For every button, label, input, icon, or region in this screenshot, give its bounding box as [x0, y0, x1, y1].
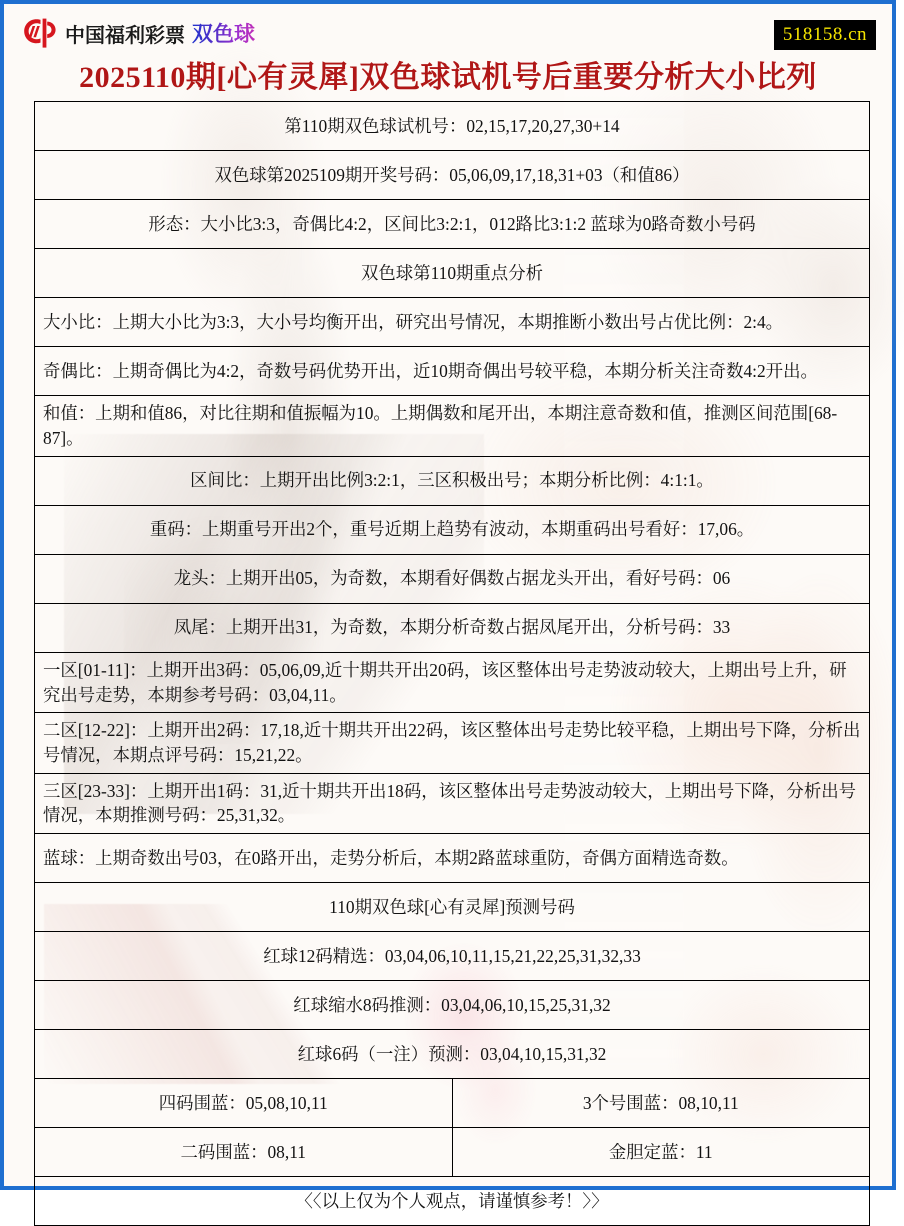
analysis-table-container [34, 101, 862, 1226]
brand-logo [22, 17, 255, 49]
table-row [35, 981, 870, 1030]
blue-gold: 金胆定蓝：11 [452, 1128, 870, 1177]
brand-name-ssq: 双色球 [192, 18, 255, 48]
brand-name-cn: 中国福利彩票 [65, 22, 185, 47]
table-row [35, 347, 870, 396]
blue-four: 四码围蓝：05,08,10,11 [35, 1079, 453, 1128]
red-12: 红球12码精选：03,04,06,10,11,15,21,22,25,31,32,33 [35, 932, 870, 981]
table-row [35, 652, 870, 712]
odd-even-ratio: 奇偶比：上期奇偶比为4:2，奇数号码优势开出，近10期奇偶出号较平稳，本期分析关注奇数4:2开出。 [35, 347, 870, 396]
repeat-number: 重码：上期重号开出2个，重号近期上趋势有波动，本期重码出号看好：17,06。 [35, 505, 870, 554]
test-number: 第110期双色球试机号：02,15,17,20,27,30+14 [35, 102, 870, 151]
table-row [35, 603, 870, 652]
zone-ratio: 区间比：上期开出比例3:2:1，三区积极出号；本期分析比例：4:1:1。 [35, 456, 870, 505]
zone-two: 二区[12-22]：上期开出2码：17,18,近十期共开出22码，该区整体出号走势比较平稳，上期出号下降，分析出号情况，本期点评号码：15,21,22。 [35, 713, 870, 773]
table-row [35, 1128, 870, 1177]
zone-one: 一区[01-11]：上期开出3码：05,06,09,近十期共开出20码，该区整体出号走势波动较大，上期出号上升，研究出号走势，本期参考号码：03,04,11。 [35, 652, 870, 712]
table-row [35, 1030, 870, 1079]
table-row [35, 456, 870, 505]
table-row [35, 298, 870, 347]
table-row [35, 932, 870, 981]
blue-two: 二码围蓝：08,11 [35, 1128, 453, 1177]
dragon-head: 龙头：上期开出05，为奇数，本期看好偶数占据龙头开出，看好号码：06 [35, 554, 870, 603]
table-row [35, 396, 870, 456]
last-draw-number: 双色球第2025109期开奖号码：05,06,09,17,18,31+03（和值86） [35, 151, 870, 200]
disclaimer: 〈〈以上仅为个人观点，请谨慎参考！〉〉 [35, 1177, 870, 1226]
page-title: 2025110期[心有灵犀]双色球试机号后重要分析大小比列 [79, 61, 817, 94]
table-row [35, 200, 870, 249]
blue-three: 3个号围蓝：08,10,11 [452, 1079, 870, 1128]
table-row [35, 773, 870, 833]
table-row [35, 713, 870, 773]
analysis-table [34, 101, 870, 1226]
table-row [35, 883, 870, 932]
table-row [35, 554, 870, 603]
table-row [35, 834, 870, 883]
size-ratio: 大小比：上期大小比为3:3，大小号均衡开出，研究出号情况，本期推断小数出号占优比例：2:4。 [35, 298, 870, 347]
table-row [35, 1177, 870, 1226]
red-6: 红球6码（一注）预测：03,04,10,15,31,32 [35, 1030, 870, 1079]
blue-ball: 蓝球：上期奇数出号03，在0路开出，走势分析后，本期2路蓝球重防，奇偶方面精选奇数。 [35, 834, 870, 883]
table-row [35, 249, 870, 298]
table-row [35, 151, 870, 200]
site-badge: 518158.cn [774, 20, 876, 50]
pattern-summary: 形态：大小比3:3，奇偶比4:2，区间比3:2:1，012路比3:1:2 蓝球为0路奇数小号码 [35, 200, 870, 249]
table-row [35, 505, 870, 554]
china-welfare-lottery-logo-icon [22, 17, 58, 49]
sum-value: 和值：上期和值86，对比往期和值振幅为10。上期偶数和尾开出，本期注意奇数和值，推测区间范围[68-87]。 [35, 396, 870, 456]
table-row [35, 102, 870, 151]
red-8: 红球缩水8码推测：03,04,06,10,15,25,31,32 [35, 981, 870, 1030]
phoenix-tail: 凤尾：上期开出31，为奇数，本期分析奇数占据凤尾开出，分析号码：33 [35, 603, 870, 652]
table-row [35, 1079, 870, 1128]
section-heading-prediction: 110期双色球[心有灵犀]预测号码 [35, 883, 870, 932]
analysis-table-body [35, 102, 870, 1226]
section-heading-analysis: 双色球第110期重点分析 [35, 249, 870, 298]
page-header [4, 4, 892, 62]
zone-three: 三区[23-33]：上期开出1码：31,近十期共开出18码，该区整体出号走势波动较大，上期出号下降，分析出号情况，本期推测号码：25,31,32。 [35, 773, 870, 833]
